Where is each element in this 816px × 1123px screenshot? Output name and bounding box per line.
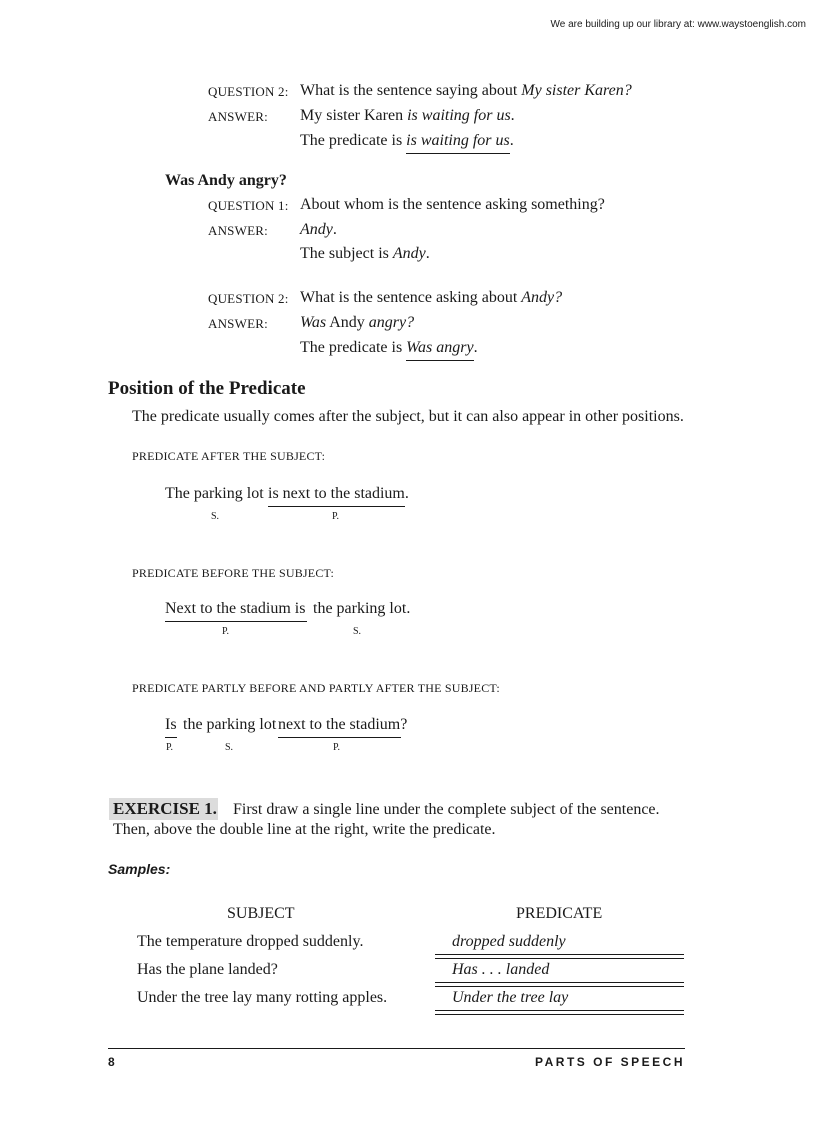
page-number: 8 (108, 1055, 115, 1069)
partly-label-p2: P. (333, 742, 340, 753)
predicate-column-header: PREDICATE (516, 905, 603, 922)
answer-1-label: ANSWER: (208, 223, 268, 238)
after-predicate: is next to the stadium. (268, 485, 405, 507)
predicate-statement-2: The predicate is Was angry. (300, 339, 478, 361)
partly-label-s: S. (225, 742, 234, 753)
partly-predicate-2: next to the stadium? (278, 716, 401, 738)
exercise-instructions-2: Then, above the double line at the right, write the predicate. (113, 821, 496, 838)
question-2b-text: What is the sentence asking about Andy? (300, 289, 563, 306)
sample-sentence-2: Has the plane landed? (137, 961, 278, 978)
question-1-text: About whom is the sentence asking something? (300, 196, 605, 213)
predicate-after-label: PREDICATE AFTER THE SUBJECT: (132, 449, 326, 463)
after-label-p: P. (332, 511, 339, 522)
section-heading: Position of the Predicate (108, 378, 306, 399)
subject-statement: The subject is Andy. (300, 245, 430, 262)
example-heading: Was Andy angry? (165, 172, 287, 189)
answer-label: ANSWER: (208, 109, 268, 124)
sample-predicate-3: Under the tree lay (452, 989, 569, 1006)
answer-double-line-1 (435, 954, 684, 959)
sample-predicate-1: dropped suddenly (452, 933, 566, 950)
before-label-s: S. (353, 626, 362, 637)
question-2-text: What is the sentence saying about My sister Karen? (300, 82, 632, 99)
before-subject: the parking lot. (313, 600, 411, 617)
sample-sentence-1: The temperature dropped suddenly. (137, 933, 364, 950)
answer-2-label: ANSWER: (208, 316, 268, 331)
section-intro: The predicate usually comes after the subject, but it can also appear in other positions. (132, 408, 684, 425)
question-2b-label: QUESTION 2: (208, 291, 289, 306)
partly-predicate-1: Is (165, 716, 177, 738)
exercise-instructions-1: First draw a single line under the complete subject of the sentence. (233, 801, 660, 818)
answer-double-line-3 (435, 1010, 684, 1015)
answer-1-text: Andy. (300, 221, 337, 238)
predicate-partly-label: PREDICATE PARTLY BEFORE AND PARTLY AFTER THE SUBJECT: (132, 681, 500, 695)
footer-section-title: PARTS OF SPEECH (535, 1055, 685, 1069)
answer-text: My sister Karen is waiting for us. (300, 107, 515, 124)
answer-double-line-2 (435, 982, 684, 987)
samples-label: Samples: (108, 861, 171, 877)
predicate-before-label: PREDICATE BEFORE THE SUBJECT: (132, 566, 335, 580)
predicate-statement: The predicate is is waiting for us. (300, 132, 514, 154)
after-subject: The parking lot (165, 485, 264, 502)
question-1-label: QUESTION 1: (208, 198, 289, 213)
sample-sentence-3: Under the tree lay many rotting apples. (137, 989, 388, 1006)
before-predicate: Next to the stadium is (165, 600, 307, 622)
partly-subject: the parking lot (183, 716, 277, 733)
after-label-s: S. (211, 511, 220, 522)
partly-label-p1: P. (166, 742, 173, 753)
library-note: We are building up our library at: www.waystoenglish.com (550, 19, 806, 30)
answer-2-text: Was Andy angry? (300, 314, 415, 331)
sample-predicate-2: Has . . . landed (452, 961, 550, 978)
question-2-label: QUESTION 2: (208, 84, 289, 99)
exercise-title: EXERCISE 1. (113, 799, 217, 818)
footer-rule (108, 1048, 685, 1049)
subject-column-header: SUBJECT (227, 905, 295, 922)
before-label-p: P. (222, 626, 229, 637)
